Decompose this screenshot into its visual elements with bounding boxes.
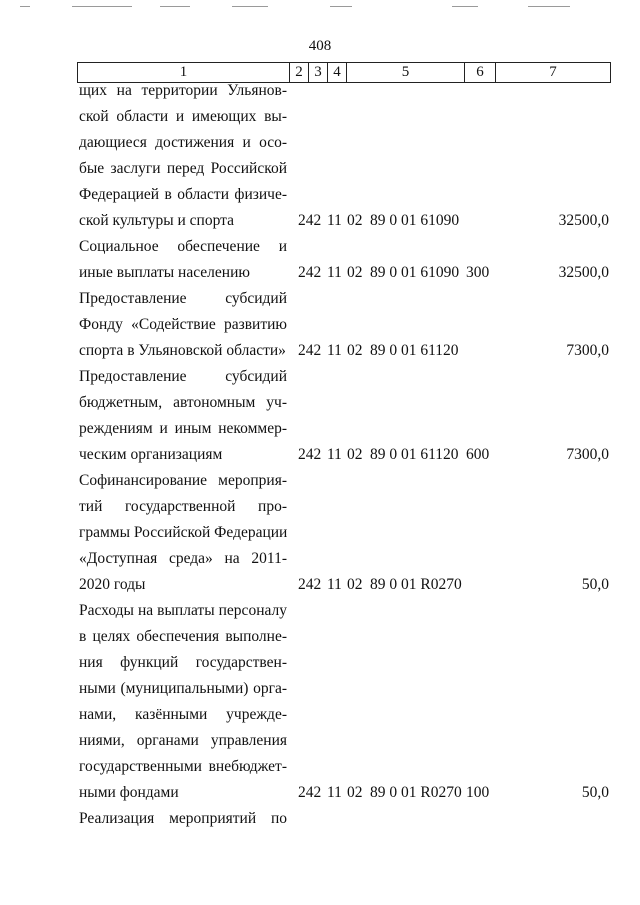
section-code: 11 [327,446,342,463]
column-header-4: 4 [328,63,347,83]
row-text-line: Реализация мероприятий по [79,810,287,827]
column-header-2: 2 [290,63,309,83]
row-text-line: нами, казёнными учрежде- [79,706,287,723]
column-header-6: 6 [465,63,496,83]
amount: 32500,0 [558,212,609,229]
ministry-code: 242 [298,576,322,593]
row-text-line: Фонду «Содействие развитию [79,316,287,333]
row-text-line: в целях обеспечения выполне- [79,628,287,645]
row-text-line: бюджетным, автономным уч- [79,394,287,411]
row-text-line: Предоставление субсидий [79,368,287,385]
amount: 32500,0 [558,264,609,281]
ministry-code: 242 [298,446,322,463]
ministry-code: 242 [298,784,322,801]
target-article-code: 89 0 01 61120 [370,446,459,463]
ministry-code: 242 [298,212,322,229]
row-text-line: государственными внебюджет- [79,758,287,775]
section-code: 11 [327,342,342,359]
target-article-code: 89 0 01 R0270 [370,784,462,801]
amount: 50,0 [581,576,609,593]
expense-type-code: 300 [466,264,490,281]
subsection-code: 02 [347,576,363,593]
row-text-line: тий государственной про- [79,498,287,515]
target-article-code: 89 0 01 61090 [370,212,460,229]
column-header-1: 1 [78,63,290,83]
row-text-line: 2020 годы [79,576,146,593]
row-text-line: дающиеся достижения и осо- [79,134,287,151]
column-header-7: 7 [496,63,611,83]
row-text-line: «Доступная среда» на 2011- [79,550,287,567]
ministry-code: 242 [298,342,322,359]
scan-top-edge [0,0,640,14]
target-article-code: 89 0 01 61120 [370,342,459,359]
row-text-line: Социальное обеспечение и [79,238,287,255]
row-text-line: Расходы на выплаты персоналу [79,602,287,619]
row-text-line: ными фондами [79,784,179,801]
row-text-line: спорта в Ульяновской области» [79,342,286,359]
row-text-line: ской культуры и спорта [79,212,234,229]
amount: 7300,0 [566,342,609,359]
row-text-line: ской области и имеющих вы- [79,108,287,125]
row-text-line: граммы Российской Федерации [79,524,288,541]
row-text-line: ческим организациям [79,446,223,463]
section-code: 11 [327,212,342,229]
ministry-code: 242 [298,264,322,281]
row-text-line: бые заслуги перед Российской [79,160,287,177]
subsection-code: 02 [347,446,363,463]
section-code: 11 [327,264,342,281]
target-article-code: 89 0 01 R0270 [370,576,462,593]
expense-type-code: 600 [466,446,490,463]
amount: 50,0 [581,784,609,801]
amount: 7300,0 [566,446,609,463]
row-text-line: Софинансирование мероприя- [79,472,287,489]
row-text-line: Федерацией в области физиче- [79,186,287,203]
column-header-5: 5 [347,63,465,83]
subsection-code: 02 [347,212,363,229]
row-text-line: иные выплаты населению [79,264,250,281]
subsection-code: 02 [347,784,363,801]
row-text-line: щих на территории Ульянов- [79,82,287,99]
row-text-line: реждениям и иным некоммер- [79,420,287,437]
section-code: 11 [327,784,342,801]
subsection-code: 02 [347,264,363,281]
target-article-code: 89 0 01 61090 [370,264,460,281]
row-text-line: ния функций государствен- [79,654,287,671]
expense-type-code: 100 [466,784,490,801]
column-header-3: 3 [309,63,328,83]
section-code: 11 [327,576,342,593]
row-text-line: ными (муниципальными) орга- [79,680,287,697]
subsection-code: 02 [347,342,363,359]
row-text-line: Предоставление субсидий [79,290,287,307]
page-number: 408 [308,38,332,54]
row-text-line: ниями, органами управления [79,732,287,749]
